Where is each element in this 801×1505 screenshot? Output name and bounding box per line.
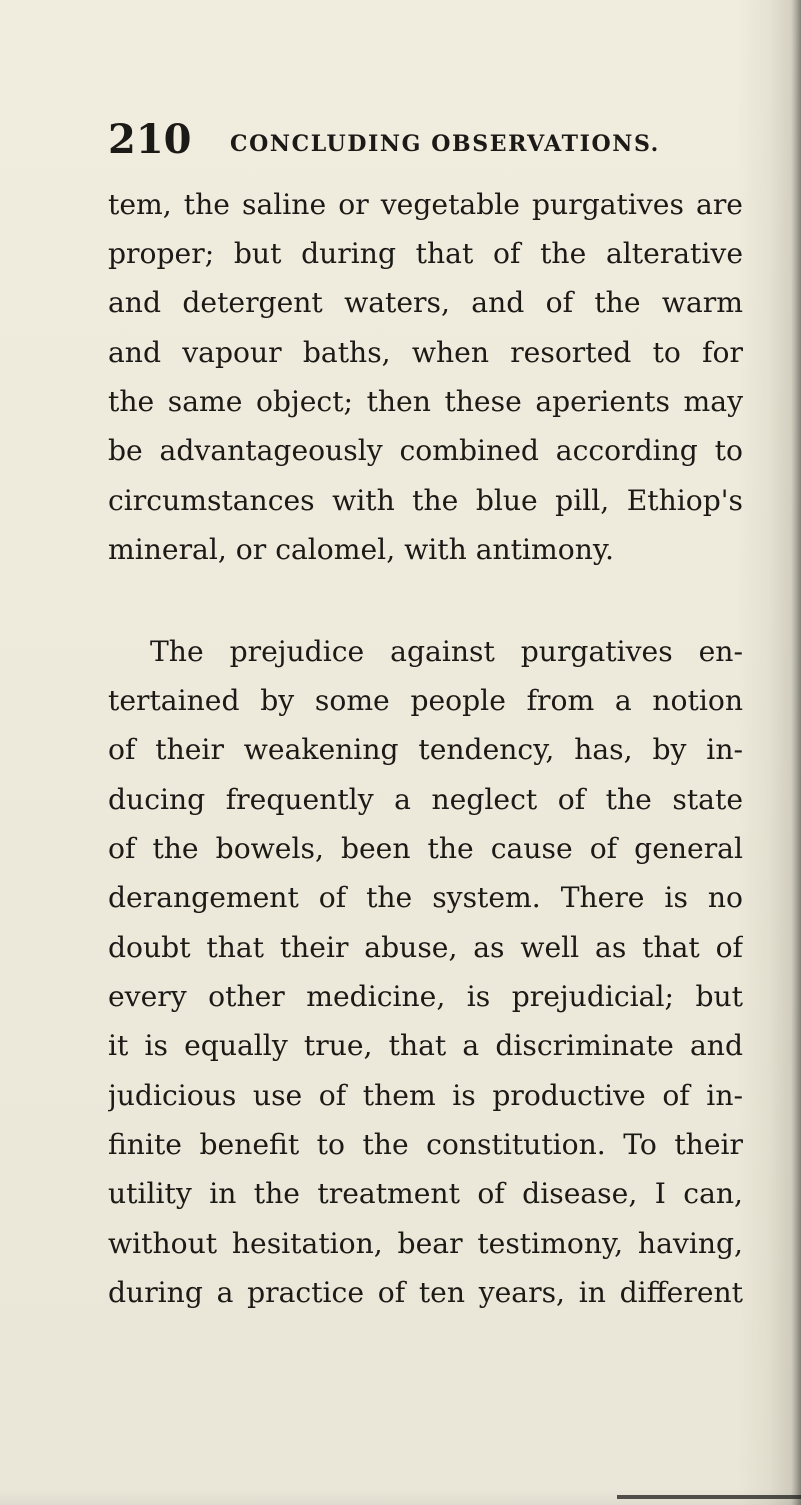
paragraph-2-line-12: utility in the treatment of disease, I can, (108, 1177, 743, 1210)
paragraph-1-line-1: tem, the saline or vegetable purgatives are (108, 188, 743, 221)
paragraph-2-line-6: derangement of the system. There is no (108, 881, 743, 914)
paragraph-1-line-6: be advantageously combined according to (108, 434, 743, 467)
paragraph-2-line-11: finite benefit to the constitution. To their (108, 1128, 743, 1161)
paragraph-2-line-2: tertained by some people from a notion (108, 684, 743, 717)
page-bottom-shadow (0, 1489, 801, 1505)
paragraph-1-line-4: and vapour baths, when resorted to for (108, 336, 743, 369)
paragraph-2-line-1: The prejudice against purgatives en- (150, 635, 743, 668)
page-edge-shadow (791, 0, 801, 1505)
page-header (108, 116, 660, 176)
paragraph-1-line-8: mineral, or calomel, with antimony. (108, 533, 614, 566)
paragraph-2-line-8: every other medicine, is prejudicial; but (108, 980, 743, 1013)
paragraph-2-line-9: it is equally true, that a discriminate and (108, 1029, 743, 1062)
paragraph-1-line-7: circumstances with the blue pill, Ethiop's (108, 484, 743, 517)
paragraph-1-line-3: and detergent waters, and of the warm (108, 286, 743, 319)
paragraph-1-line-2: proper; but during that of the alterative (108, 237, 743, 270)
running-head: CONCLUDING OBSERVATIONS. (230, 131, 660, 157)
paragraph-2-line-5: of the bowels, been the cause of general (108, 832, 743, 865)
paragraph-2-line-3: of their weakening tendency, has, by in- (108, 733, 743, 766)
paragraph-2-line-10: judicious use of them is productive of in- (108, 1079, 743, 1112)
paragraph-2-line-14: during a practice of ten years, in different (108, 1276, 743, 1309)
page-number: 210 (108, 116, 192, 163)
paragraph-2-line-7: doubt that their abuse, as well as that of (108, 931, 743, 964)
paragraph-1-line-5: the same object; then these aperients may (108, 385, 743, 418)
paragraph-2-line-4: ducing frequently a neglect of the state (108, 783, 743, 816)
paragraph-2-line-13: without hesitation, bear testimony, having, (108, 1227, 743, 1260)
